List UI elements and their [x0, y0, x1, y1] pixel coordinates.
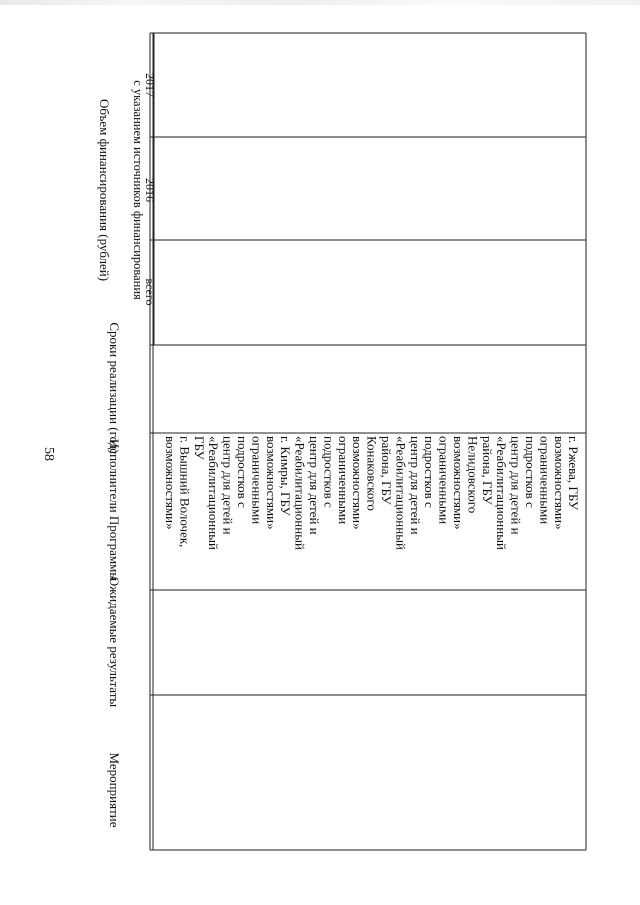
executors-line: «Реабилитационный — [206, 436, 222, 550]
executors-line: центр для детей и — [508, 436, 524, 535]
header-activity: Мероприятие — [107, 752, 122, 828]
executors-line: подростков с — [523, 436, 538, 508]
executors-line: «Реабилитационный — [292, 436, 308, 550]
executors-line: центр для детей и — [220, 436, 236, 535]
page-number: 58 — [41, 447, 56, 461]
header-expected-results-text: Ожидаемые результаты — [107, 576, 122, 708]
executors-line: г. Ржева, ГБУ — [566, 436, 582, 511]
executors-line: Нелидовского — [465, 436, 481, 514]
executors-line: ограниченными — [249, 436, 265, 525]
executors-line: района, ГБУ — [379, 436, 394, 505]
header-timeline-text: Сроки реализации (год) — [107, 322, 122, 454]
executors-line: «Реабилитационный — [393, 436, 409, 550]
header-financing-sub-text: с указанием источников финансирования — [131, 80, 145, 300]
executors-line: подростков с — [235, 436, 250, 508]
executors-line: возможностями» — [551, 436, 567, 530]
executors-line: г. Кимры, ГБУ — [278, 436, 294, 516]
executors-line: ограниченными — [335, 436, 351, 525]
header-executors-text: Исполнители Программы — [107, 438, 122, 582]
executors-line: ГБУ — [191, 436, 207, 460]
executors-line: возможностями» — [350, 436, 366, 530]
executors-line: подростков с — [422, 436, 438, 508]
header-col-2016-text: 2016 — [143, 178, 157, 202]
executors-line: ограниченными — [537, 436, 553, 525]
executors-line: ограниченными — [436, 436, 452, 525]
executors-line: возможностями» — [451, 436, 466, 530]
executors-line: Конаковского — [364, 436, 380, 511]
executors-line: возможностями» — [263, 436, 279, 530]
executors-line: района, ГБУ — [479, 436, 495, 505]
executors-line: центр для детей и — [307, 436, 322, 535]
executors-line: подростков с — [321, 436, 337, 508]
header-col-total-text: всего — [143, 278, 157, 306]
executors-line: г. Вышний Волочек, — [177, 436, 193, 548]
executors-line: возможностями» — [163, 436, 178, 530]
header-financing-text: Объем финансирования (рублей) — [97, 98, 112, 282]
header-col-2017-text: 2017 — [143, 73, 157, 97]
executors-line: «Реабилитационный — [494, 436, 510, 550]
executors-line: центр для детей и — [407, 436, 423, 535]
